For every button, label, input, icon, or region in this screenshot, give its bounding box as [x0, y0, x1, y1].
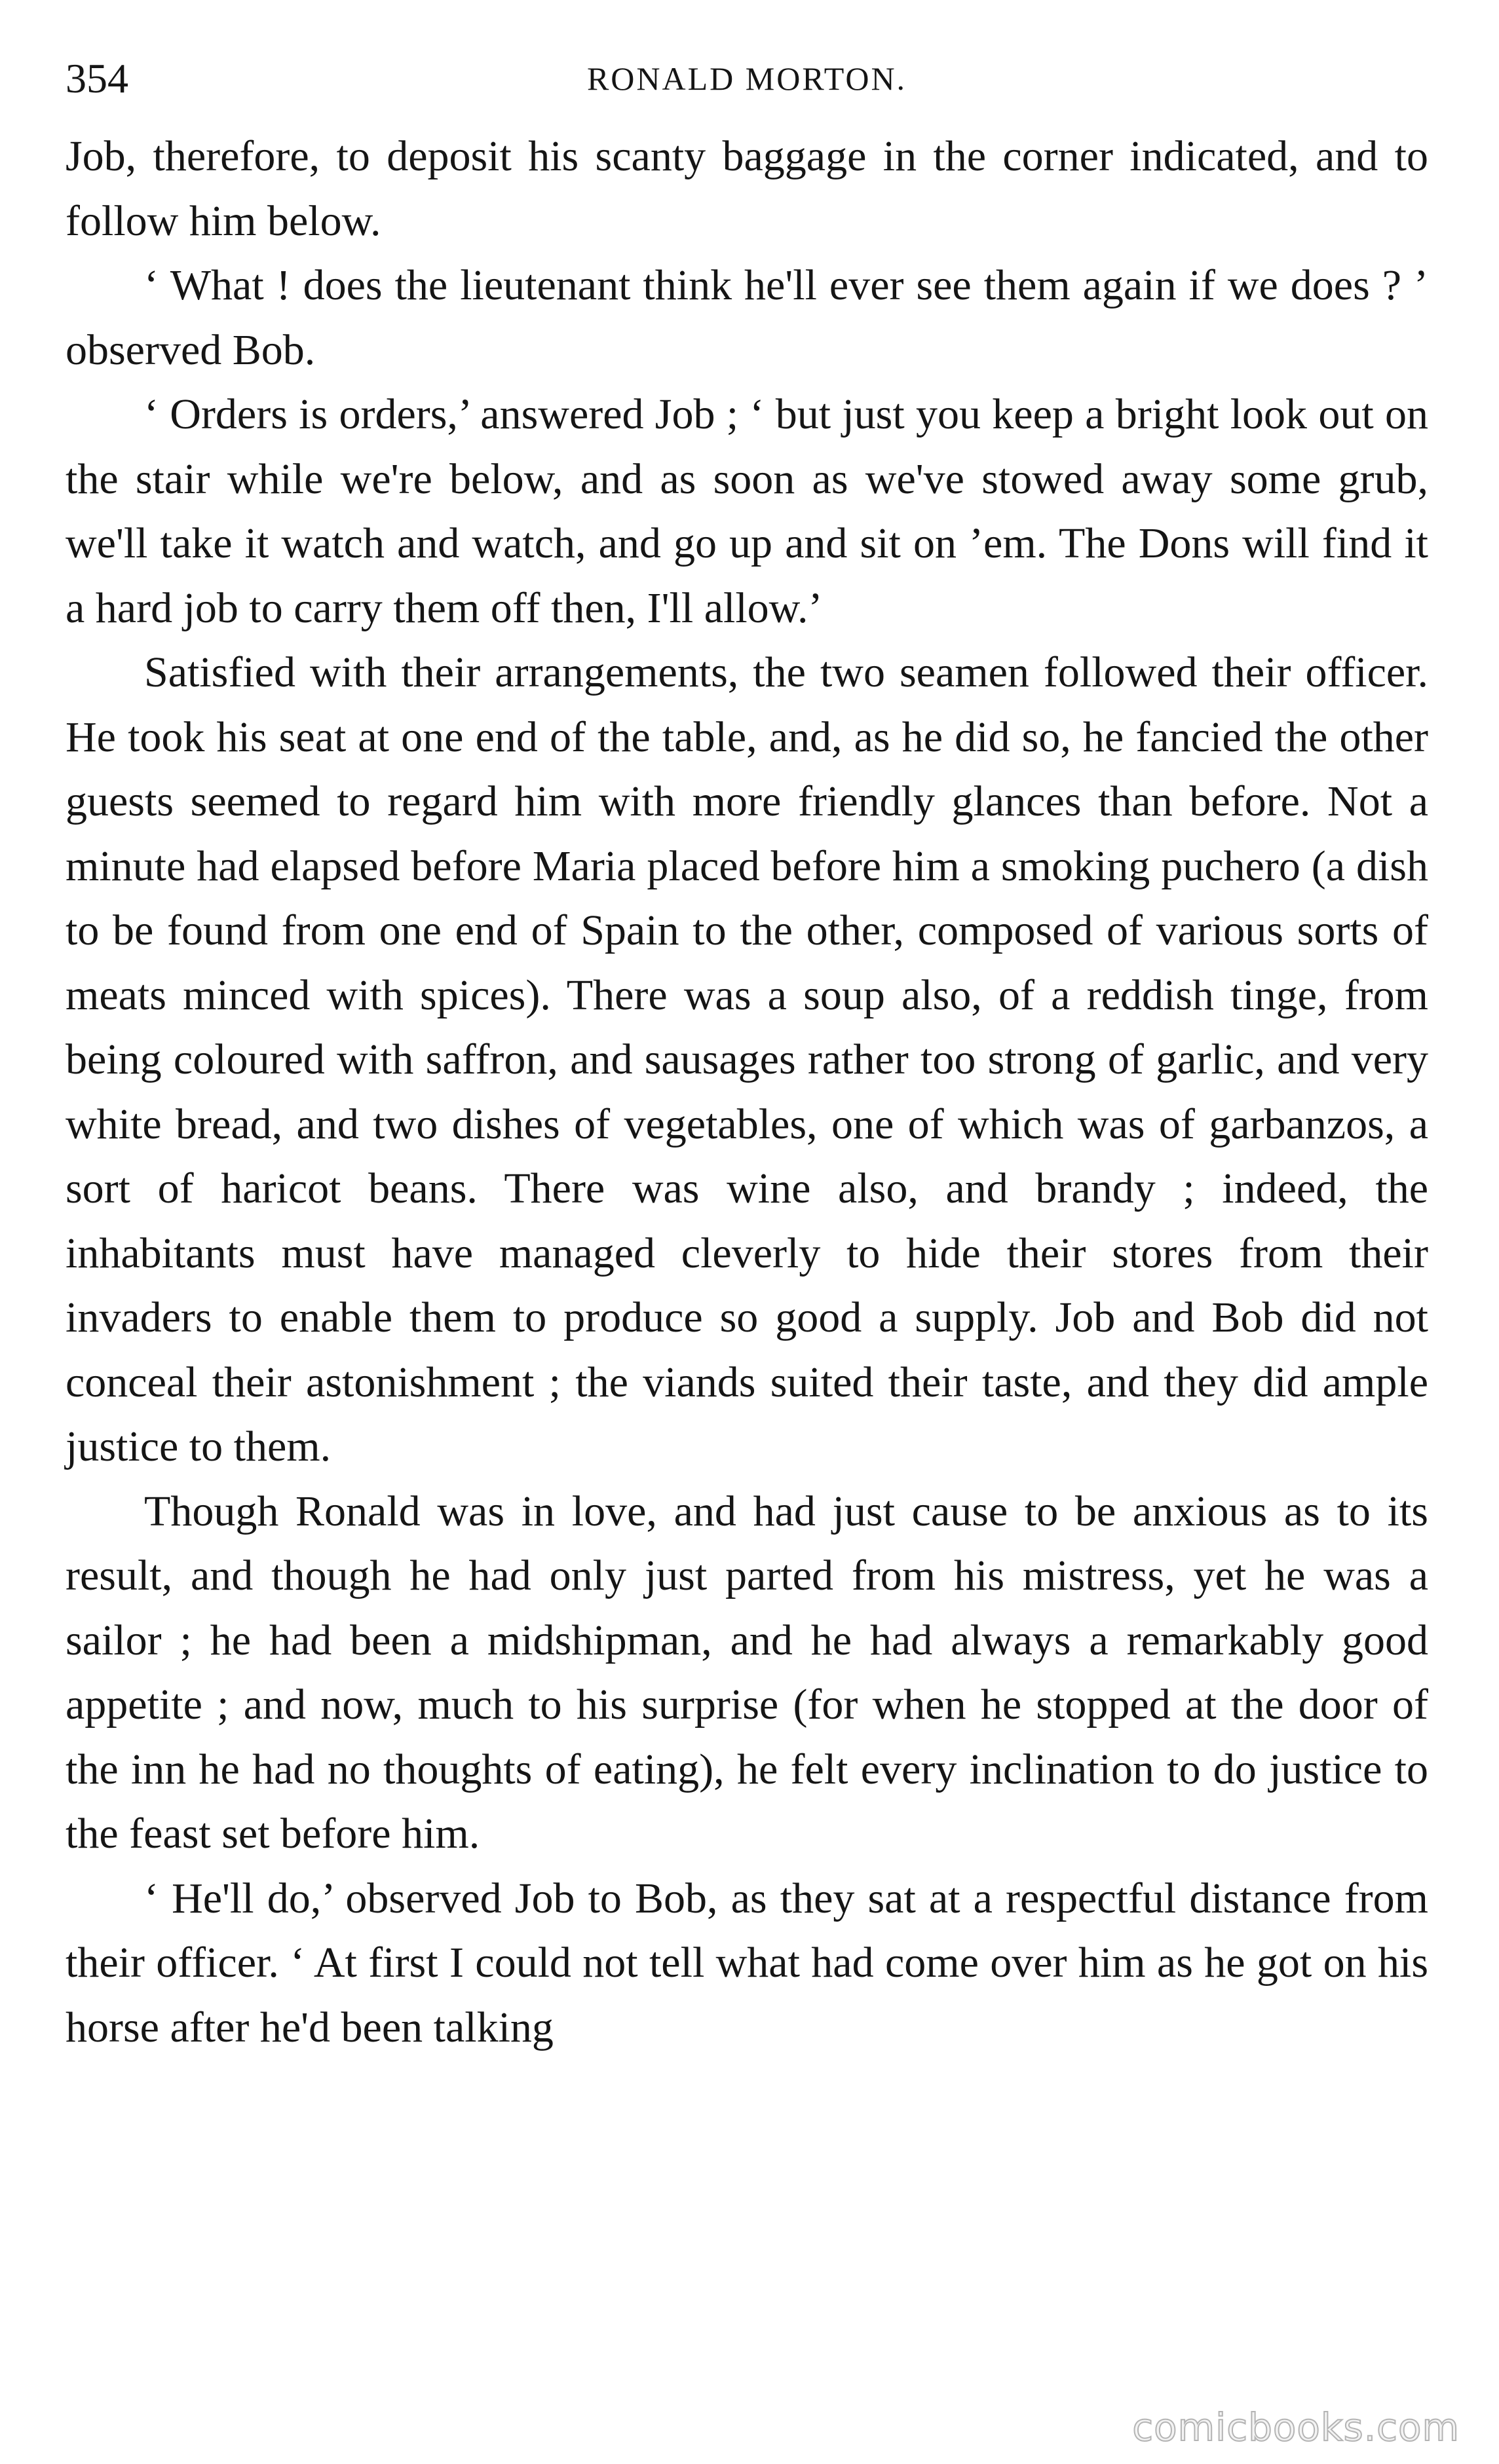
paragraph: Job, therefore, to deposit his scanty baggage in the corner indicated, and to follow him below.	[66, 132, 1428, 245]
paragraph: ‘ Orders is orders,’ answered Job ; ‘ but just you keep a bright look out on the stair while we're below, and as soon as we've stowed away some grub, we'll take it watch and watch, and go up and sit on ’em. The Dons will find it a hard job to carry them off then, I'll allow.’	[66, 390, 1428, 632]
watermark: comicbooks.com	[1132, 2405, 1460, 2450]
page-number: 354	[66, 55, 128, 102]
paragraph: Though Ronald was in love, and had just cause to be anxious as to its result, and though he had only just parted from his mistress, yet he was a sailor ; he had been a midshipman, and he had always a remarkably good appetite ; and now, much to his surprise (for when he stopped at the door of the inn he had no thoughts of eating), he felt every inclination to do justice to the feast set before him.	[66, 1487, 1428, 1857]
running-title: RONALD MORTON.	[586, 60, 907, 97]
page-header	[66, 46, 1428, 111]
paragraph: Satisfied with their arrangements, the two seamen followed their officer. He took his seat at one end of the table, and, as he did so, he fancied the other guests seemed to regard him with more friendly glances than before. Not a minute had elapsed before Maria placed before him a smoking puchero (a dish to be found from one end of Spain to the other, composed of various sorts of meats minced with spices). There was a soup also, of a reddish tinge, from being coloured with saffron, and sausages rather too strong of garlic, and very white bread, and two dishes of vegetables, one of which was of garbanzos, a sort of haricot beans. There was wine also, and brandy ; indeed, the inhabitants must have managed cleverly to hide their stores from their invaders to enable them to produce so good a supply. Job and Bob did not conceal their astonishment ; the viands suited their taste, and they did ample justice to them.	[66, 648, 1428, 1470]
paragraph: ‘ He'll do,’ observed Job to Bob, as they sat at a respectful distance from their officer. ‘ At first I could not tell what had come over him as he got on his horse after he'd been talking	[66, 1874, 1428, 2051]
body-text	[66, 124, 1428, 2060]
paragraph: ‘ What ! does the lieutenant think he'll ever see them again if we does ? ’ observed Bob.	[66, 261, 1428, 374]
